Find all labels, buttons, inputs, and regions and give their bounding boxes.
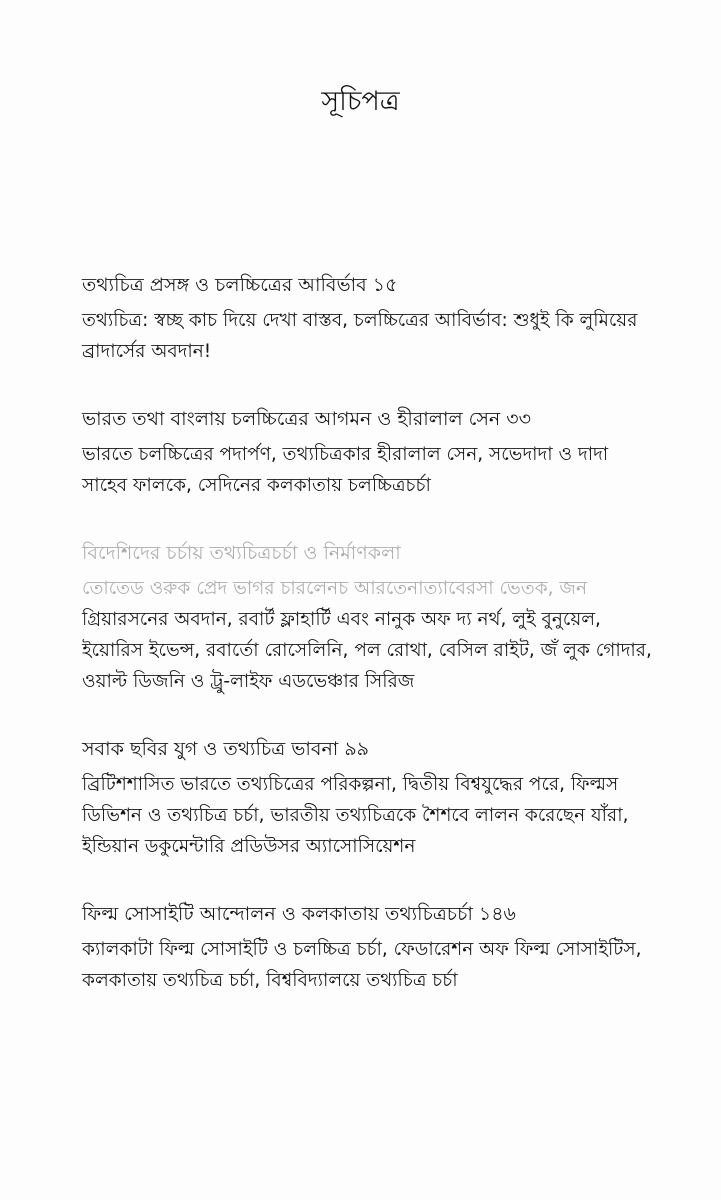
contents-entry: [82, 270, 682, 367]
contents-list: [82, 270, 682, 1033]
description-line: ব্রাদার্সের অবদান!: [82, 341, 212, 362]
description-line: ডিভিশন ও তথ্যচিত্র চর্চা, ভারতীয় তথ্যচিত্রকে শৈশবে লালন করেছেন যাঁরা,: [82, 805, 629, 826]
chapter-description: [82, 934, 682, 996]
description-line: ব্রিটিশশাসিত ভারতে তথ্যচিত্রের পরিকল্পনা, দ্বিতীয় বিশ্বযুদ্ধের পরে, ফিল্মস: [82, 774, 619, 795]
chapter-description: [82, 769, 682, 862]
chapter-description: [82, 573, 682, 697]
description-line: তোতেড ওরুক প্রেদ ভাগর চারলেনচ আরতেনাত্যাবেরসা ভেতক, জন: [82, 578, 588, 599]
description-line: কলকাতায় তথ্যচিত্র চর্চা, বিশ্ববিদ্যালয়ে তথ্যচিত্র চর্চা: [82, 970, 458, 991]
contents-entry: [82, 899, 682, 996]
chapter-heading: ভারত তথা বাংলায় চলচ্চিত্রের আগমন ও হীরালাল সেন ৩৩: [82, 408, 532, 430]
chapter-description: [82, 439, 682, 501]
contents-entry: [82, 404, 682, 501]
chapter-heading: সবাক ছবির যুগ ও তথ্যচিত্র ভাবনা ৯৯: [82, 738, 369, 760]
description-line: ওয়াল্ট ডিজনি ও ট্রু-লাইফ এডভেঞ্চার সিরিজ: [82, 671, 415, 692]
chapter-heading: ফিল্ম সোসাইটি আন্দোলন ও কলকাতায় তথ্যচিত্রচর্চা ১৪৬: [82, 903, 516, 925]
contents-entry: [82, 734, 682, 862]
page-title: সূচিপত্র: [321, 86, 400, 117]
contents-entry: [82, 538, 682, 697]
description-line: ক্যালকাটা ফিল্ম সোসাইটি ও চলচ্চিত্র চর্চা, ফেডারেশন অফ ফিল্ম সোসাইটিস,: [82, 939, 642, 960]
chapter-description: [82, 305, 682, 367]
description-line: তথ্যচিত্র: স্বচ্ছ কাচ দিয়ে দেখা বাস্তব, চলচ্চিত্রের আবির্ভাব: শুধুই কি লুমিয়ের: [82, 310, 638, 331]
chapter-heading: বিদেশিদের চর্চায় তথ্যচিত্রচর্চা ও নির্মাণকলা: [82, 542, 401, 564]
description-line: ইয়োরিস ইভেন্স, রবার্তো রোসেলিনি, পল রোথা, বেসিল রাইট, জঁ লুক গোদার,: [82, 640, 652, 661]
chapter-heading: তথ্যচিত্র প্রসঙ্গ ও চলচ্চিত্রের আবির্ভাব ১৫: [82, 274, 398, 296]
description-line: গ্রিয়ারসনের অবদান, রবার্ট ফ্লাহার্টি এবং নানুক অফ দ্য নর্থ, লুই বুনুয়েল,: [82, 609, 601, 630]
description-line: সাহেব ফালকে, সেদিনের কলকাতায় চলচ্চিত্রচর্চা: [82, 475, 431, 496]
description-line: ভারতে চলচ্চিত্রের পদার্পণ, তথ্যচিত্রকার হীরালাল সেন, সভেদাদা ও দাদা: [82, 444, 609, 465]
description-line: ইন্ডিয়ান ডকুমেন্টারি প্রডিউসর অ্যাসোসিয়েশন: [82, 836, 416, 857]
